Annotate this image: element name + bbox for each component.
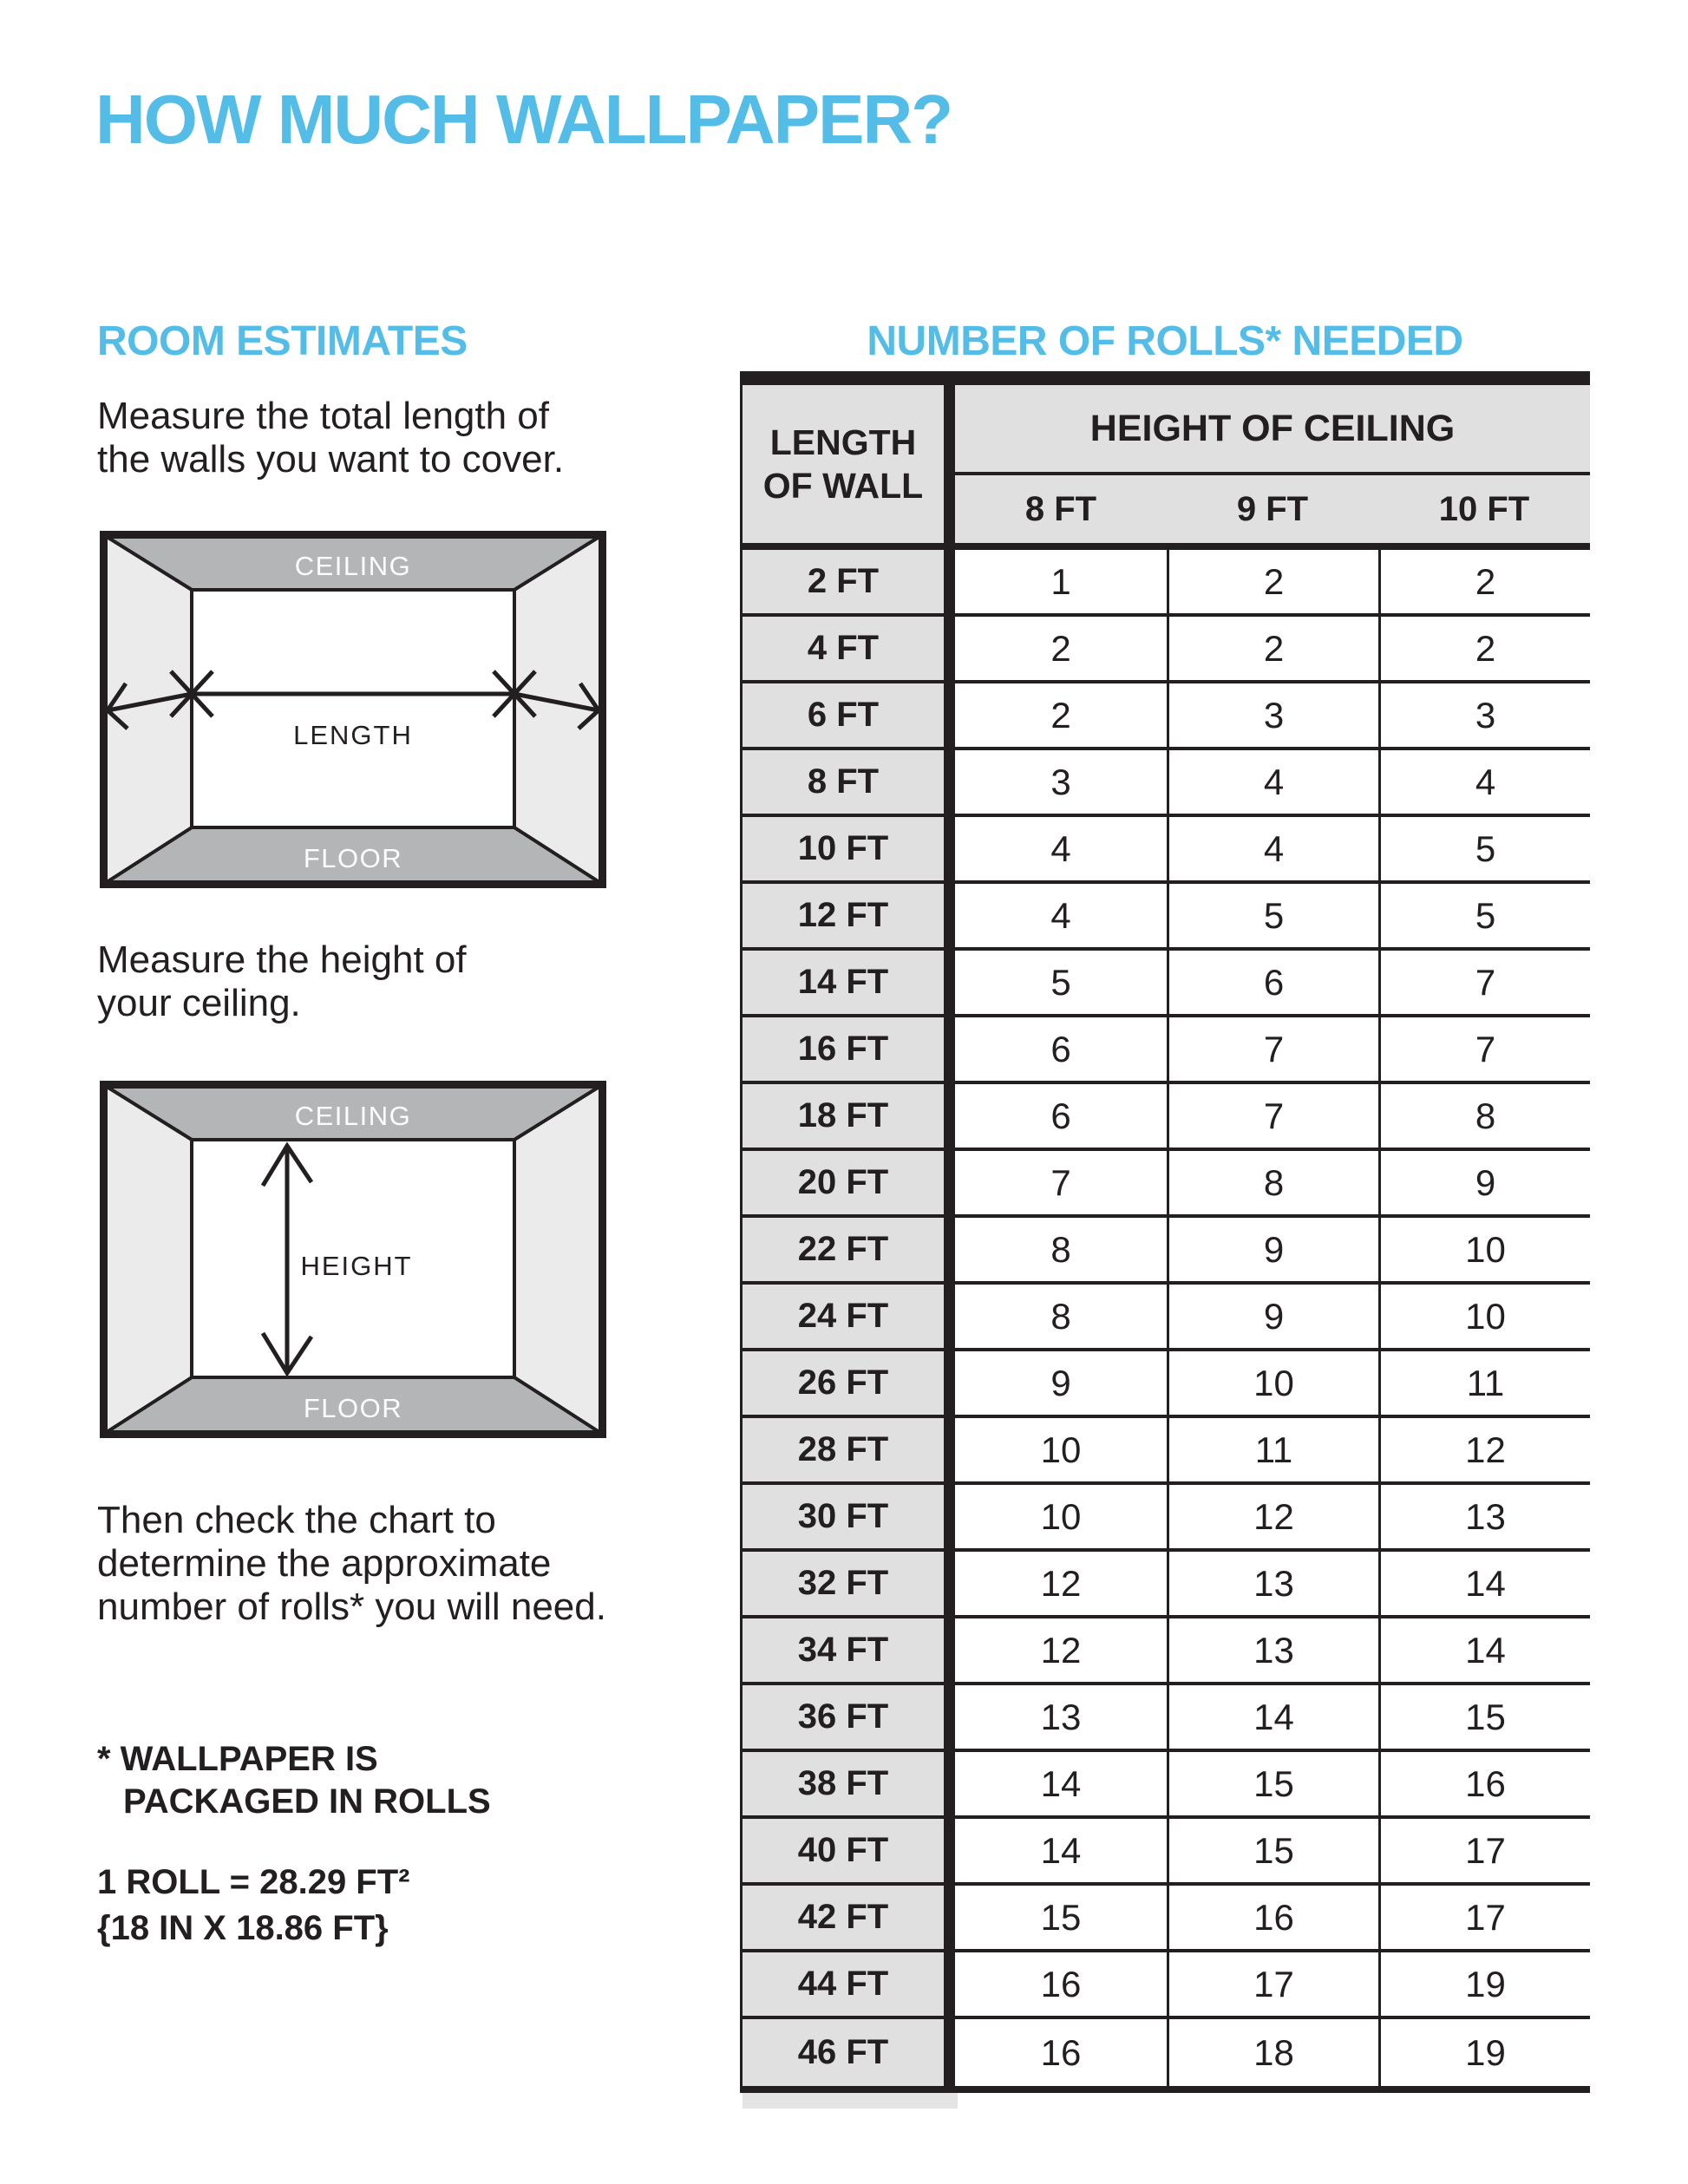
cell-8ft: 2 — [955, 683, 1167, 747]
cell-9ft: 4 — [1167, 817, 1378, 880]
sub-header-10ft: 10 FT — [1438, 489, 1530, 528]
sub-header-row — [955, 475, 1590, 543]
cell-8ft: 16 — [955, 1952, 1167, 2016]
step1-instructions — [97, 395, 564, 481]
table-row — [740, 1285, 1590, 1351]
ceiling-height-diagram — [100, 1081, 606, 1438]
table-row — [740, 1952, 1590, 2019]
cell-9ft: 2 — [1167, 617, 1378, 680]
step1-line1: Measure the total length of — [97, 395, 549, 437]
cell-9ft: 18 — [1167, 2019, 1378, 2086]
cell-9ft: 12 — [1167, 1485, 1378, 1548]
cell-8ft: 4 — [955, 817, 1167, 880]
table-bottom-bar — [740, 2086, 1590, 2093]
row-label: 16 FT — [740, 1017, 955, 1081]
cell-9ft: 15 — [1167, 1752, 1378, 1815]
table-row — [740, 951, 1590, 1017]
height-of-ceiling-header-group — [955, 385, 1590, 543]
cell-8ft: 13 — [955, 1685, 1167, 1749]
footnote-line2: PACKAGED IN ROLLS — [123, 1782, 491, 1821]
table-row — [740, 1418, 1590, 1485]
row-label: 46 FT — [740, 2019, 955, 2086]
step2-instructions — [97, 938, 467, 1025]
cell-10ft: 10 — [1378, 1218, 1590, 1281]
label-column-tail — [743, 2093, 958, 2109]
column-header-length-of-wall — [740, 385, 955, 543]
row-label: 8 FT — [740, 750, 955, 814]
step2-line2: your ceiling. — [97, 982, 301, 1024]
cell-8ft: 3 — [955, 750, 1167, 814]
row-label: 36 FT — [740, 1685, 955, 1749]
table-row — [740, 1218, 1590, 1285]
row-label: 22 FT — [740, 1218, 955, 1281]
step3-line1: Then check the chart to — [97, 1499, 496, 1541]
cell-9ft: 9 — [1167, 1218, 1378, 1281]
cell-9ft: 13 — [1167, 1618, 1378, 1682]
cell-8ft: 15 — [955, 1886, 1167, 1949]
table-row — [740, 884, 1590, 951]
row-label: 24 FT — [740, 1285, 955, 1348]
cell-9ft: 11 — [1167, 1418, 1378, 1481]
table-row — [740, 550, 1590, 617]
group-header-label: HEIGHT OF CEILING — [1089, 407, 1456, 449]
rolls-needed-heading: NUMBER OF ROLLS* NEEDED — [867, 318, 1463, 364]
corner-line1: LENGTH — [769, 422, 917, 462]
table-row — [740, 617, 1590, 683]
rolls-footnote — [97, 1738, 491, 1823]
row-label: 14 FT — [740, 951, 955, 1014]
right-wall-surface — [514, 1085, 602, 1434]
cell-10ft: 2 — [1378, 617, 1590, 680]
cell-9ft: 6 — [1167, 951, 1378, 1014]
step2-line1: Measure the height of — [97, 938, 467, 981]
table-row — [740, 1084, 1590, 1151]
cell-9ft: 4 — [1167, 750, 1378, 814]
cell-10ft: 17 — [1378, 1819, 1590, 1882]
back-wall — [192, 590, 514, 827]
roll-size-line2: {18 IN X 18.86 FT} — [97, 1909, 389, 1947]
table-row — [740, 683, 1590, 750]
ceiling-label: CEILING — [294, 551, 412, 581]
row-label: 6 FT — [740, 683, 955, 747]
table-row — [740, 1485, 1590, 1552]
table-header — [740, 385, 1590, 543]
row-label: 2 FT — [740, 550, 955, 613]
header-body-divider — [740, 543, 1590, 550]
table-row — [740, 1151, 1590, 1218]
cell-10ft: 7 — [1378, 951, 1590, 1014]
cell-10ft: 10 — [1378, 1285, 1590, 1348]
table-row — [740, 750, 1590, 817]
row-label: 40 FT — [740, 1819, 955, 1882]
cell-8ft: 8 — [955, 1285, 1167, 1348]
cell-10ft: 14 — [1378, 1552, 1590, 1615]
left-wall-surface — [104, 1085, 192, 1434]
cell-9ft: 7 — [1167, 1017, 1378, 1081]
step3-line2: determine the approximate — [97, 1542, 552, 1585]
row-label: 4 FT — [740, 617, 955, 680]
cell-10ft: 19 — [1378, 1952, 1590, 2016]
cell-10ft: 2 — [1378, 550, 1590, 613]
row-label: 38 FT — [740, 1752, 955, 1815]
cell-9ft: 10 — [1167, 1351, 1378, 1415]
table-row — [740, 1017, 1590, 1084]
cell-8ft: 6 — [955, 1017, 1167, 1081]
cell-9ft: 8 — [1167, 1151, 1378, 1214]
cell-8ft: 12 — [955, 1618, 1167, 1682]
ceiling-label: CEILING — [294, 1101, 412, 1131]
sub-header-8ft: 8 FT — [1024, 489, 1097, 528]
cell-8ft: 14 — [955, 1819, 1167, 1882]
cell-9ft: 13 — [1167, 1552, 1378, 1615]
row-label: 12 FT — [740, 884, 955, 947]
cell-8ft: 8 — [955, 1218, 1167, 1281]
table-row — [740, 817, 1590, 884]
cell-10ft: 13 — [1378, 1485, 1590, 1548]
table-top-bar — [740, 371, 1590, 385]
length-label: LENGTH — [293, 720, 413, 750]
row-label: 32 FT — [740, 1552, 955, 1615]
cell-9ft: 14 — [1167, 1685, 1378, 1749]
row-label: 34 FT — [740, 1618, 955, 1682]
row-label: 28 FT — [740, 1418, 955, 1481]
cell-10ft: 15 — [1378, 1685, 1590, 1749]
cell-8ft: 9 — [955, 1351, 1167, 1415]
table-body — [740, 550, 1590, 2086]
row-label: 26 FT — [740, 1351, 955, 1415]
cell-9ft: 5 — [1167, 884, 1378, 947]
cell-10ft: 5 — [1378, 884, 1590, 947]
cell-8ft: 7 — [955, 1151, 1167, 1214]
cell-8ft: 10 — [955, 1485, 1167, 1548]
cell-10ft: 19 — [1378, 2019, 1590, 2086]
cell-9ft: 9 — [1167, 1285, 1378, 1348]
row-label: 18 FT — [740, 1084, 955, 1148]
cell-8ft: 16 — [955, 2019, 1167, 2086]
cell-10ft: 4 — [1378, 750, 1590, 814]
cell-10ft: 5 — [1378, 817, 1590, 880]
cell-10ft: 17 — [1378, 1886, 1590, 1949]
rolls-table — [740, 371, 1590, 2109]
cell-10ft: 16 — [1378, 1752, 1590, 1815]
cell-9ft: 15 — [1167, 1819, 1378, 1882]
roll-size-line1: 1 ROLL = 28.29 FT² — [97, 1863, 410, 1901]
table-row — [740, 1886, 1590, 1952]
cell-8ft: 12 — [955, 1552, 1167, 1615]
table-row — [740, 1819, 1590, 1886]
cell-8ft: 10 — [955, 1418, 1167, 1481]
cell-10ft: 7 — [1378, 1017, 1590, 1081]
cell-10ft: 11 — [1378, 1351, 1590, 1415]
cell-8ft: 5 — [955, 951, 1167, 1014]
cell-10ft: 8 — [1378, 1084, 1590, 1148]
cell-9ft: 2 — [1167, 550, 1378, 613]
height-label: HEIGHT — [300, 1251, 413, 1281]
table-row — [740, 1752, 1590, 1819]
table-row — [740, 2019, 1590, 2086]
step3-instructions — [97, 1499, 606, 1629]
roll-size-info — [97, 1860, 410, 1952]
table-row — [740, 1552, 1590, 1618]
cell-9ft: 16 — [1167, 1886, 1378, 1949]
cell-9ft: 3 — [1167, 683, 1378, 747]
footnote-line1: * WALLPAPER IS — [97, 1740, 378, 1778]
cell-10ft: 14 — [1378, 1618, 1590, 1682]
step3-line3: number of rolls* you will need. — [97, 1586, 606, 1628]
page-title: HOW MUCH WALLPAPER? — [95, 81, 952, 158]
room-estimates-heading: ROOM ESTIMATES — [97, 318, 468, 364]
row-label: 30 FT — [740, 1485, 955, 1548]
room-length-diagram — [100, 531, 606, 888]
floor-label: FLOOR — [303, 1393, 403, 1423]
step1-line2: the walls you want to cover. — [97, 438, 565, 481]
cell-8ft: 6 — [955, 1084, 1167, 1148]
cell-8ft: 14 — [955, 1752, 1167, 1815]
table-row — [740, 1685, 1590, 1752]
table-row — [740, 1351, 1590, 1418]
row-label: 10 FT — [740, 817, 955, 880]
row-label: 20 FT — [740, 1151, 955, 1214]
sub-header-9ft: 9 FT — [1236, 489, 1309, 528]
floor-label: FLOOR — [303, 843, 403, 873]
cell-9ft: 7 — [1167, 1084, 1378, 1148]
cell-8ft: 4 — [955, 884, 1167, 947]
corner-line2: OF WALL — [762, 466, 924, 506]
cell-10ft: 9 — [1378, 1151, 1590, 1214]
cell-10ft: 12 — [1378, 1418, 1590, 1481]
cell-8ft: 1 — [955, 550, 1167, 613]
cell-8ft: 2 — [955, 617, 1167, 680]
table-row — [740, 1618, 1590, 1685]
row-label: 42 FT — [740, 1886, 955, 1949]
cell-10ft: 3 — [1378, 683, 1590, 747]
cell-9ft: 17 — [1167, 1952, 1378, 2016]
row-label: 44 FT — [740, 1952, 955, 2016]
